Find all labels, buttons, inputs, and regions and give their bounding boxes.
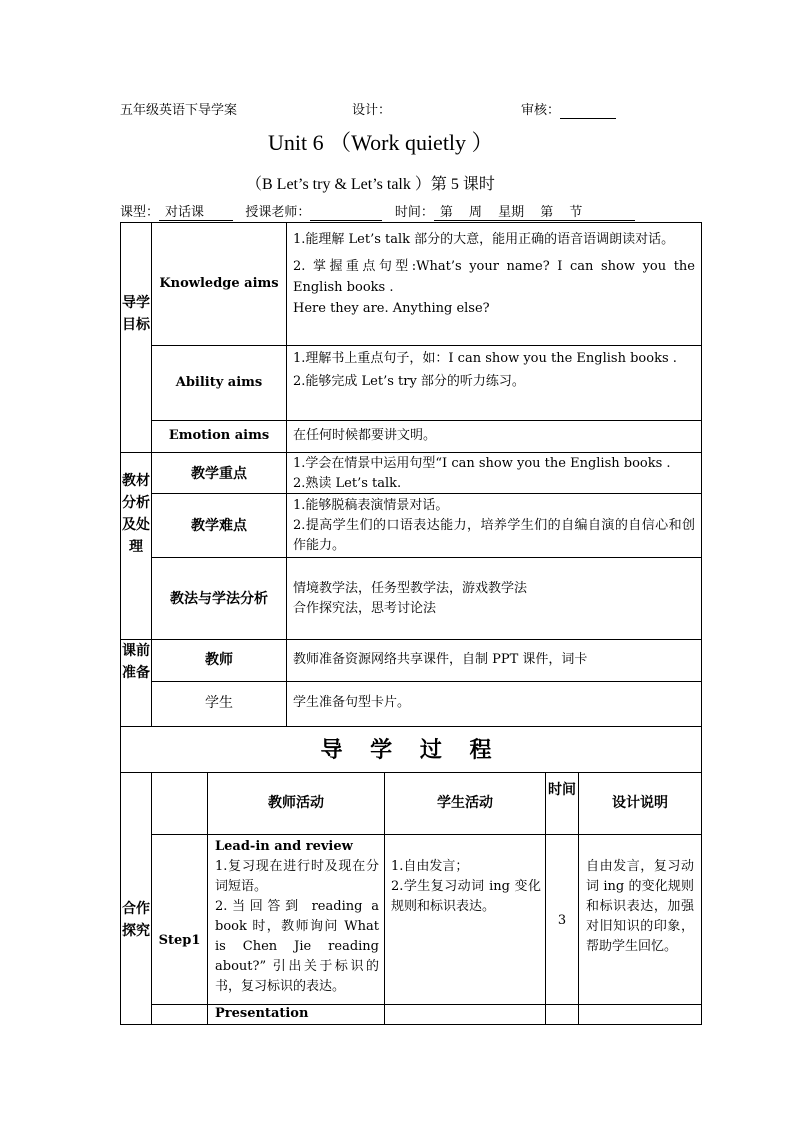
difficult-points-label: 教学难点 — [191, 518, 247, 534]
step1-student-line-1: 1.自由发言； — [391, 859, 469, 874]
difficult-line-1: 1.能够脱稿表演情景对话。 — [293, 498, 449, 513]
time-label: 时间： — [394, 205, 434, 220]
key-points-label: 教学重点 — [191, 466, 247, 482]
lesson-type-label: 课型： — [120, 205, 160, 220]
knowledge-aims-text — [293, 226, 695, 319]
col-time: 时间 — [548, 782, 576, 798]
header-review-label: 审核： — [521, 103, 561, 118]
method-text — [293, 579, 695, 619]
step1-student-line-2: 2.学生复习动词 ing 变化规则和标识表达。 — [391, 879, 541, 914]
method-line-1: 情境教学法，任务型教学法，游戏教学法 — [293, 581, 528, 596]
page-title: Unit 6 （Work quietly ） — [268, 130, 494, 155]
method-label: 教法与学法分析 — [170, 591, 268, 607]
ability-aims-text — [293, 348, 695, 394]
header-design: 设计： — [352, 103, 392, 118]
step1-teacher-activity — [215, 837, 379, 997]
header-left: 五年级英语下导学案 — [120, 103, 238, 118]
ability-line-1: 1.理解书上重点句子，如：I can show you the English books . — [293, 351, 677, 366]
ability-line-2: 2.能够完成 Let’s try 部分的听力练习。 — [293, 374, 525, 389]
emotion-aims-text: 在任何时候都要讲文明。 — [293, 428, 437, 443]
step2-teacher-title: Presentation — [215, 1006, 309, 1021]
step1-student-activity — [391, 857, 541, 917]
knowledge-line-2: 2. 掌握重点句型:What’s your name? I can show you the English books . — [293, 259, 695, 295]
info-line — [120, 201, 635, 221]
prep-section-label: 课前准备 — [122, 643, 150, 681]
key-line-1: 1.学会在情景中运用句型“I can show you the English books . — [293, 456, 671, 471]
col-teacher-activity: 教师活动 — [268, 795, 324, 811]
step1-teacher-line-2: 2.当回答到 reading a book 时，教师询问 What is Chen Jie reading about?” 引出关于标识的书，复习标识的表达。 — [215, 899, 379, 994]
process-section-label: 合作探究 — [122, 901, 150, 939]
difficult-line-2: 2.提高学生们的口语表达能力，培养学生们的自编自演的自信心和创作能力。 — [293, 518, 695, 553]
analysis-section-label: 教材分析及处理 — [122, 473, 150, 555]
step1-design: 自由发言，复习动词 ing 的变化规则和标识表达，加强对旧知识的印象，帮助学生回忆。 — [586, 859, 694, 954]
prep-student-label: 学生 — [205, 695, 233, 711]
difficult-points-text — [293, 496, 695, 556]
step1-teacher-line-1: 1.复习现在进行时及现在分词短语。 — [215, 859, 379, 894]
time-value: 第 周 星期 第 节 — [434, 201, 635, 221]
prep-teacher-text: 教师准备资源网络共享课件，自制 PPT 课件，词卡 — [293, 652, 588, 667]
step1-label: Step1 — [158, 933, 201, 948]
key-line-2: 2.熟读 Let’s talk. — [293, 476, 402, 491]
emotion-aims-label: Emotion aims — [168, 428, 270, 443]
step1-teacher-title: Lead-in and review — [215, 839, 353, 854]
key-points-text — [293, 454, 695, 494]
step1-time: 3 — [557, 913, 567, 928]
process-heading: 导 学 过 程 — [320, 737, 502, 763]
aims-section-label: 导学目标 — [122, 295, 150, 333]
ability-aims-label: Ability aims — [175, 375, 263, 390]
knowledge-line-3: Here they are. Anything else? — [293, 301, 490, 316]
header-review — [521, 99, 616, 119]
prep-student-text: 学生准备句型卡片。 — [293, 695, 411, 710]
knowledge-aims-label: Knowledge aims — [159, 276, 279, 291]
col-design: 设计说明 — [612, 795, 668, 811]
col-student-activity: 学生活动 — [437, 795, 493, 811]
page-subtitle: （B Let’s try & Let’s talk ）第 5 课时 — [246, 176, 495, 193]
method-line-2: 合作探究法，思考讨论法 — [293, 601, 437, 616]
lesson-type-value: 对话课 — [159, 201, 233, 221]
prep-teacher-label: 教师 — [205, 652, 233, 668]
teacher-label: 授课老师： — [245, 205, 311, 220]
knowledge-line-1: 1.能理解 Let’s talk 部分的大意，能用正确的语音语调朗读对话。 — [293, 232, 675, 247]
